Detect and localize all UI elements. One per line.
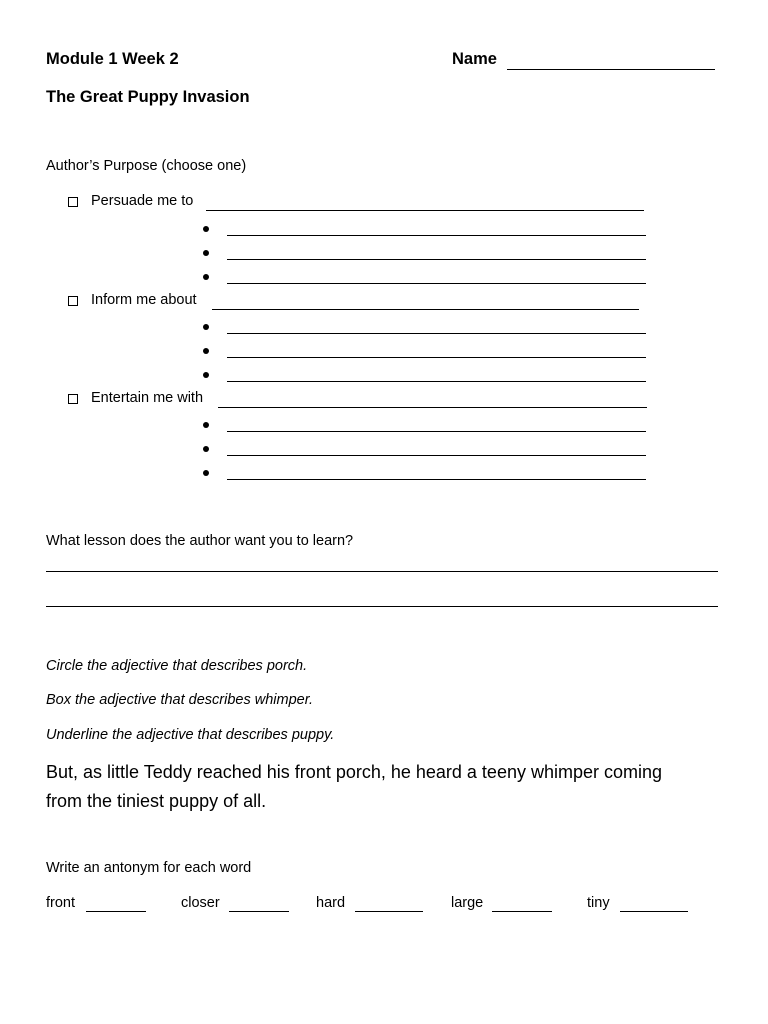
bullet-icon (203, 470, 209, 476)
persuade-blank[interactable] (206, 210, 644, 211)
antonym-word-hard: hard (316, 895, 346, 911)
name-label: Name (452, 50, 497, 68)
authors-purpose-heading: Author’s Purpose (choose one) (46, 158, 247, 174)
entertain-blank[interactable] (218, 407, 647, 408)
antonym-blank-tiny[interactable] (620, 911, 688, 912)
worksheet-title: The Great Puppy Invasion (46, 88, 250, 106)
inform-detail-line-2[interactable] (227, 357, 646, 358)
inform-option-label: Inform me about (91, 292, 197, 308)
persuade-detail-line-3[interactable] (227, 283, 646, 284)
bullet-icon (203, 250, 209, 256)
passage-line-2: from the tiniest puppy of all. (46, 791, 267, 811)
entertain-detail-line-2[interactable] (227, 455, 646, 456)
entertain-detail-line-3[interactable] (227, 479, 646, 480)
antonym-blank-closer[interactable] (229, 911, 289, 912)
module-label: Module 1 Week 2 (46, 50, 179, 68)
antonym-word-tiny: tiny (587, 895, 610, 911)
antonym-blank-front[interactable] (86, 911, 146, 912)
bullet-icon (203, 226, 209, 232)
persuade-detail-line-2[interactable] (227, 259, 646, 260)
circle-instruction: Circle the adjective that describes porch. (46, 658, 308, 674)
antonym-word-closer: closer (181, 895, 220, 911)
entertain-detail-line-1[interactable] (227, 431, 646, 432)
persuade-option-label: Persuade me to (91, 193, 194, 209)
bullet-icon (203, 422, 209, 428)
passage-line-1: But, as little Teddy reached his front porch, he heard a teeny whimper coming (46, 762, 663, 782)
bullet-icon (203, 324, 209, 330)
antonym-heading: Write an antonym for each word (46, 860, 252, 876)
underline-instruction: Underline the adjective that describes puppy. (46, 727, 335, 743)
lesson-answer-line-1[interactable] (46, 571, 718, 572)
inform-blank[interactable] (212, 309, 639, 310)
box-instruction: Box the adjective that describes whimper. (46, 692, 314, 708)
bullet-icon (203, 348, 209, 354)
persuade-detail-line-1[interactable] (227, 235, 646, 236)
name-blank[interactable] (507, 69, 715, 70)
entertain-option-label: Entertain me with (91, 390, 204, 406)
antonym-word-front: front (46, 895, 76, 911)
persuade-checkbox[interactable] (68, 197, 78, 207)
antonym-blank-hard[interactable] (355, 911, 423, 912)
bullet-icon (203, 446, 209, 452)
lesson-question: What lesson does the author want you to learn? (46, 533, 354, 549)
entertain-checkbox[interactable] (68, 394, 78, 404)
inform-detail-line-1[interactable] (227, 333, 646, 334)
antonym-blank-large[interactable] (492, 911, 552, 912)
antonym-word-large: large (451, 895, 484, 911)
bullet-icon (203, 274, 209, 280)
inform-detail-line-3[interactable] (227, 381, 646, 382)
lesson-answer-line-2[interactable] (46, 606, 718, 607)
inform-checkbox[interactable] (68, 296, 78, 306)
bullet-icon (203, 372, 209, 378)
